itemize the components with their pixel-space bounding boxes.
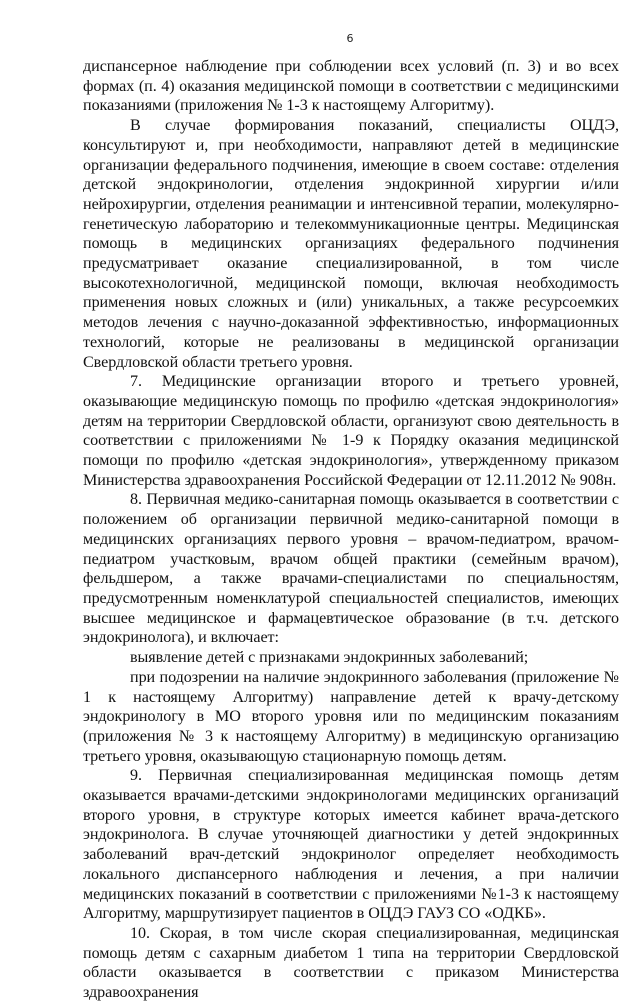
paragraph-item-8-detection: выявление детей с признаками эндокринных заболеваний;	[130, 649, 529, 667]
page-number: 6	[346, 32, 354, 45]
paragraph-item-9: 9. Первичная специализированная медицинская помощь детям оказывается врачами-детскими эндокринологами медицинских организаций второго уровня, в структуре которых имеется кабинет врача-детского эндокринолога. В случае уточняющей диагностики у детей эндокринных заболеваний врач-детский эндокринолог определяет необходимость локального диспансерного наблюдения и лечения, а при наличии медицинских показаний в соответствии с приложениями №1-3 к настоящему Алгоритму, маршрутизирует пациентов в ОЦДЭ ГАУЗ СО «ОДКБ».	[83, 767, 619, 923]
paragraph-item-7: 7. Медицинские организации второго и третьего уровней, оказывающие медицинскую помощь по профилю «детская эндокринология» детям на территории Свердловской области, организуют свою деятельность в соответствии с приложениями № 1-9 к Порядку оказания медицинской помощи по профилю «детская эндокринология», утвержденному приказом Министерства здравоохранения Российской Федерации от 12.11.2012 № 908н.	[83, 373, 619, 489]
paragraph-item-8-referral: при подозрении на наличие эндокринного заболевания (приложение № 1 к настоящему Алгоритму) направление детей к врачу-детскому эндокринологу в МО второго уровня или по медицинским показаниям (приложения № 3 к настоящему Алгоритму) в медицинскую организацию третьего уровня, оказывающую стационарную помощь детям.	[83, 668, 619, 765]
paragraph-item-8: 8. Первичная медико-санитарная помощь оказывается в соответствии с положением об организации первичной медико-санитарной помощи в медицинских организациях первого уровня – врачом-педиатром, врачом-педиатром участковым, врачом общей практики (семейным врачом), фельдшером, а также врачами-специалистами по специальностям, предусмотренным номенклатурой специальностей специалистов, имеющих высшее медицинское и фармацевтическое образование (в т.ч. детского эндокринолога), и включает:	[83, 491, 619, 647]
paragraph-item-10: 10. Скорая, в том числе скорая специализированная, медицинская помощь детям с сахарным диабетом 1 типа на территории Свердловской области оказывается в соответствии с приказом Министерства здравоохранения	[83, 924, 619, 1002]
paragraph-continuation: диспансерное наблюдение при соблюдении всех условий (п. 3) и во всех формах (п. 4) оказания медицинской помощи в соответствии с медицинскими показаниями (приложения № 1-3 к настоящему Алгоритму).	[83, 58, 619, 115]
paragraph-federal-referral: В случае формирования показаний, специалисты ОЦДЭ, консультируют и, при необходимости, направляют детей в медицинские организации федерального подчинения, имеющие в своем составе: отделения детской эндокринологии, отделения эндокринной хирургии и/или нейрохирургии, отделения реанимации и интенсивной терапии, молекулярно-генетическую лабораторию и телекоммуникационные центры. Медицинская помощь в медицинских организациях федерального подчинения предусматривает оказание специализированной, в том числе высокотехнологичной, медицинской помощи, включая необходимость применения новых сложных и (или) уникальных, а также ресурсоемких методов лечения с научно-доказанной эффективностью, информационных технологий, которые не реализованы в медицинской организации Свердловской области третьего уровня.	[83, 117, 619, 371]
document-body	[83, 57, 619, 1003]
